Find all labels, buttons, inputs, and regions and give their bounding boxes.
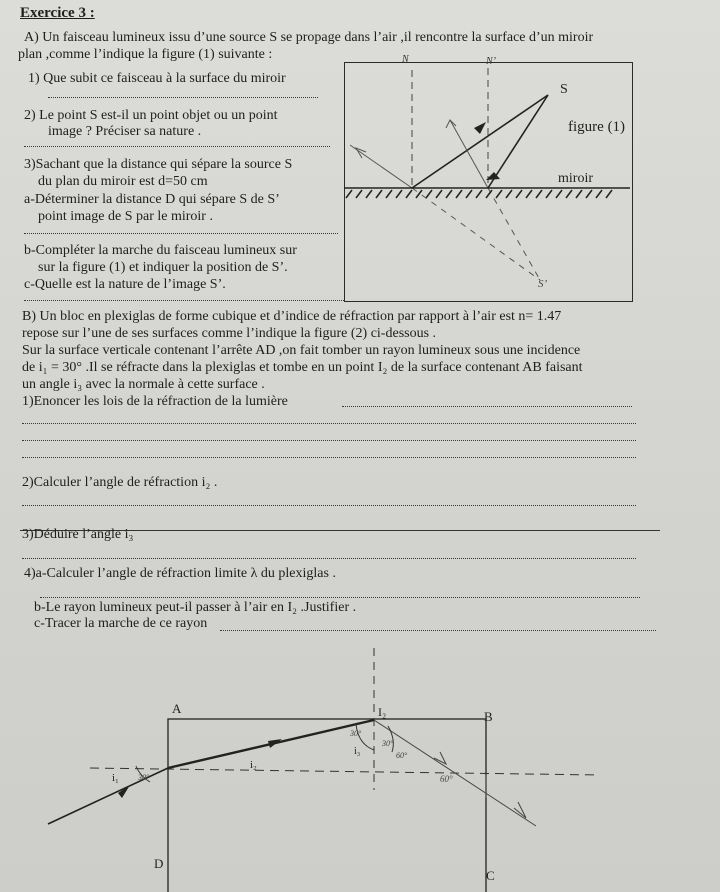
- figure-2-note-30-2: 30°: [382, 739, 394, 748]
- part-b-intro-line5: un angle i₃ avec la normale à cette surface .: [22, 377, 265, 392]
- part-b-intro-line2: repose sur l’une de ses surfaces comme l’indique la figure (2) ci-dessous .: [22, 326, 437, 341]
- part-b-intro-line1: B) Un bloc en plexiglas de forme cubique et d’indice de réfraction par rapport à l’air est n= 1.47: [22, 309, 562, 324]
- answer-line[interactable]: [22, 505, 636, 506]
- figure-2-incident-arrow: [118, 785, 130, 798]
- part-a-q3c: c-Quelle est la nature de l’image S’.: [24, 277, 226, 292]
- figure-2-note-30-3: 30°: [138, 773, 150, 782]
- figure-1-reflected-ray-2: [450, 120, 488, 188]
- figure-1-virtual-ray-2: [488, 188, 540, 280]
- figure-2-refracted-arrow: [268, 739, 282, 748]
- figure-2-label-b: B: [484, 709, 493, 724]
- figure-2-reflected-ray: [374, 720, 536, 826]
- exercise-title: Exercice 3 :: [20, 5, 95, 21]
- figure-1-caption: figure (1): [568, 119, 626, 135]
- figure-1-reflected-ray-1: [350, 145, 412, 188]
- figure-1-mirror-label: miroir: [558, 171, 593, 186]
- figure-2-incident-ray: [48, 768, 168, 824]
- figure-1-virtual-ray-1: [412, 188, 540, 280]
- part-a-q3-line1: 3)Sachant que la distance qui sépare la source S: [24, 157, 293, 172]
- answer-line[interactable]: [24, 300, 344, 301]
- part-a-intro-line2: plan ,comme l’indique la figure (1) suivante :: [18, 47, 273, 62]
- part-a-q1: 1) Que subit ce faisceau à la surface du miroir: [28, 71, 286, 86]
- part-b-q4c: c-Tracer la marche de ce rayon: [34, 616, 208, 631]
- figure-2-note-30-1: 30°: [350, 729, 362, 738]
- answer-line[interactable]: [24, 233, 338, 234]
- part-a-q3a-line1: a-Déterminer la distance D qui sépare S de S’: [24, 192, 280, 207]
- part-b-intro-line4: de i₁ = 30° .Il se réfracte dans la plexiglas et tombe en un point I₂ de la surface contenant AB faisant: [22, 360, 583, 375]
- part-a-q2-line1: 2) Le point S est-il un point objet ou un point: [24, 108, 278, 123]
- figure-2-label-i2-point: I₂: [378, 705, 387, 719]
- part-a-q3-line2: du plan du miroir est d=50 cm: [38, 174, 208, 189]
- figure-2-label-i3: i₃: [354, 746, 361, 757]
- figure-2-label-i2: i₂: [250, 759, 257, 771]
- figure-2-note-60-2: 60°: [440, 774, 453, 784]
- figure-1-mirror-hatching: [346, 190, 612, 198]
- part-b-intro-line3: Sur la surface verticale contenant l’arrête AD ,on fait tomber un rayon lumineux sous une incidence: [22, 343, 581, 358]
- figure-2-plexiglas-block: [168, 719, 486, 892]
- answer-line[interactable]: [22, 558, 636, 559]
- figure-1-diagram: [340, 40, 680, 310]
- figure-2-reflected-arrow-1: [434, 752, 446, 764]
- figure-1-arrow-3: [446, 120, 456, 128]
- part-a-intro-line1: A) Un faisceau lumineux issu d’une source S se propage dans l’air ,il rencontre la surface d’un miroir: [24, 30, 594, 45]
- figure-1-label-s-prime: S’: [538, 278, 548, 290]
- part-b-q3: 3)Déduire l’angle i₃: [22, 527, 134, 542]
- figure-2-label-c: C: [486, 868, 495, 883]
- figure-1-label-n2: N’: [486, 56, 496, 67]
- figure-2-diagram: [0, 640, 720, 892]
- part-a-q3a-line2: point image de S par le miroir .: [38, 209, 213, 224]
- answer-line[interactable]: [48, 97, 318, 98]
- part-a-q2-line2: image ? Préciser sa nature .: [48, 124, 202, 139]
- answer-line[interactable]: [22, 457, 636, 458]
- part-a-q3b-line2: sur la figure (1) et indiquer la position de S’.: [38, 260, 288, 275]
- answer-line[interactable]: [342, 406, 632, 407]
- answer-line[interactable]: [40, 597, 640, 598]
- figure-2-note-60-1: 60°: [396, 751, 408, 760]
- figure-2-label-d: D: [154, 856, 164, 871]
- figure-2-label-a: A: [172, 701, 182, 716]
- figure-1-incident-ray-2: [488, 95, 548, 188]
- part-b-q4a: 4)a-Calculer l’angle de réfraction limite λ du plexiglas .: [24, 566, 336, 581]
- figure-1-arrow-2: [474, 122, 486, 134]
- answer-line[interactable]: [22, 423, 636, 424]
- part-b-q2: 2)Calculer l’angle de réfraction i₂ .: [22, 475, 218, 490]
- part-b-q1: 1)Enoncer les lois de la réfraction de la lumière: [22, 394, 288, 409]
- answer-line[interactable]: [24, 146, 330, 147]
- figure-1-label-n1: N: [402, 54, 409, 65]
- answer-line[interactable]: [22, 440, 636, 441]
- part-a-q3b-line1: b-Compléter la marche du faisceau lumineux sur: [24, 243, 297, 258]
- part-b-q4b: b-Le rayon lumineux peut-il passer à l’air en I₂ .Justifier .: [34, 600, 357, 615]
- figure-2-label-i1: i₁: [112, 772, 119, 784]
- figure-1-label-s: S: [560, 82, 568, 97]
- answer-line[interactable]: [220, 630, 656, 631]
